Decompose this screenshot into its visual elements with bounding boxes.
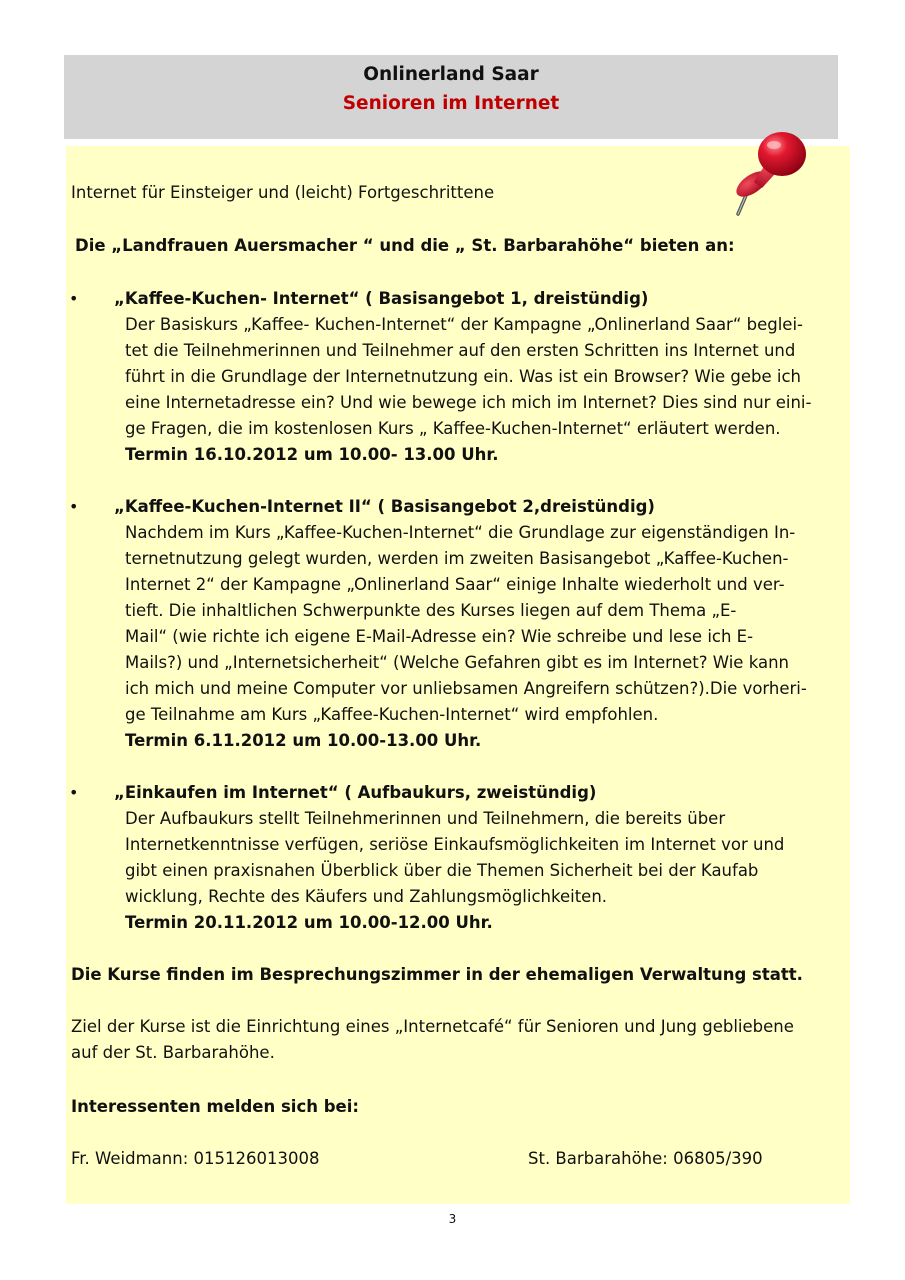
location-note: Die Kurse finden im Besprechungszimmer in der ehemaligen Verwaltung statt. [71, 965, 803, 984]
header-banner [64, 55, 838, 139]
course-text-line: Der Aufbaukurs stellt Teilnehmerinnen und Teilnehmern, die bereits über [125, 809, 726, 828]
course-text-line: Der Basiskurs „Kaffee- Kuchen-Internet“ der Kampagne „Onlinerland Saar“ beglei- [125, 315, 803, 334]
course-text-line: eine Internetadresse ein? Und wie bewege ich mich im Internet? Dies sind nur eini- [125, 393, 812, 412]
course-text-line: Nachdem im Kurs „Kaffee-Kuchen-Internet“ die Grundlage zur eigenständigen In- [125, 523, 796, 542]
offer-line: Die „Landfrauen Auersmacher “ und die „ St. Barbarahöhe“ bieten an: [75, 236, 735, 255]
course-text-line: Internet 2“ der Kampagne „Onlinerland Saar“ einige Inhalte wiederholt und ver- [125, 575, 785, 594]
bullet-marker: • [69, 289, 79, 308]
course-text-line: tieft. Die inhaltlichen Schwerpunkte des Kurses liegen auf dem Thema „E- [125, 601, 737, 620]
page-subtitle: Senioren im Internet [342, 93, 560, 114]
course-text-line: Mail“ (wie richte ich eigene E-Mail-Adresse ein? Wie schreibe und lese ich E- [125, 627, 754, 646]
course-termin: Termin 16.10.2012 um 10.00- 13.00 Uhr. [125, 445, 499, 464]
course-text-line: ich mich und meine Computer vor unliebsamen Angreifern schützen?).Die vorheri- [125, 679, 807, 698]
bullet-marker: • [69, 783, 79, 802]
goal-text-line: Ziel der Kurse ist die Einrichtung eines „Internetcafé“ für Senioren und Jung gebliebene [71, 1017, 794, 1036]
course-text-line: führt in die Grundlage der Internetnutzung ein. Was ist ein Browser? Wie gebe ich [125, 367, 801, 386]
course-termin: Termin 20.11.2012 um 10.00-12.00 Uhr. [125, 913, 493, 932]
course-termin: Termin 6.11.2012 um 10.00-13.00 Uhr. [125, 731, 482, 750]
course-title: „Kaffee-Kuchen-Internet II“ ( Basisangebot 2,dreistündig) [114, 497, 655, 516]
course-text-line: wicklung, Rechte des Käufers und Zahlungsmöglichkeiten. [125, 887, 608, 906]
contact-heading: Interessenten melden sich bei: [71, 1097, 359, 1116]
contact-weidmann: Fr. Weidmann: 015126013008 [71, 1149, 320, 1168]
page-title: Onlinerland Saar [363, 64, 539, 85]
course-text-line: ge Fragen, die im kostenlosen Kurs „ Kaffee-Kuchen-Internet“ erläutert werden. [125, 419, 781, 438]
course-text-line: gibt einen praxisnahen Überblick über die Themen Sicherheit bei der Kaufab [125, 861, 759, 880]
page-number: 3 [448, 1212, 457, 1226]
course-title: „Kaffee-Kuchen- Internet“ ( Basisangebot 1, dreistündig) [114, 289, 649, 308]
pushpin-icon [728, 124, 810, 218]
course-title: „Einkaufen im Internet“ ( Aufbaukurs, zweistündig) [114, 783, 597, 802]
course-text-line: ge Teilnahme am Kurs „Kaffee-Kuchen-Internet“ wird empfohlen. [125, 705, 659, 724]
course-text-line: ternetnutzung gelegt wurden, werden im zweiten Basisangebot „Kaffee-Kuchen- [125, 549, 789, 568]
goal-text-line: auf der St. Barbarahöhe. [71, 1043, 275, 1062]
course-text-line: Mails?) und „Internetsicherheit“ (Welche Gefahren gibt es im Internet? Wie kann [125, 653, 789, 672]
course-text-line: tet die Teilnehmerinnen und Teilnehmer auf den ersten Schritten ins Internet und [125, 341, 796, 360]
contact-barbarahoehe: St. Barbarahöhe: 06805/390 [528, 1149, 763, 1168]
bullet-marker: • [69, 497, 79, 516]
intro-text: Internet für Einsteiger und (leicht) Fortgeschrittene [71, 183, 495, 202]
course-text-line: Internetkenntnisse verfügen, seriöse Einkaufsmöglichkeiten im Internet vor und [125, 835, 785, 854]
